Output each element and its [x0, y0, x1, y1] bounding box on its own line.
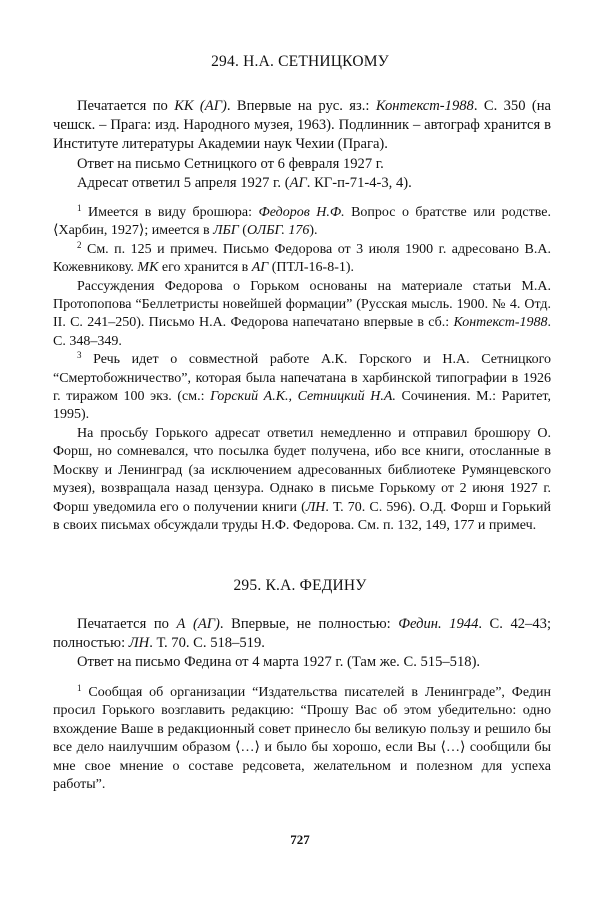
text-run: . КГ-п-71-4-3, 4).	[306, 174, 412, 191]
text-run: его хранится в	[158, 260, 252, 276]
text-run: Печатается по	[77, 98, 175, 114]
intro-paragraph	[53, 653, 551, 672]
italic-run: ЛБГ	[213, 223, 239, 239]
page-number: 727	[290, 832, 310, 847]
text-run: ).	[309, 223, 318, 239]
italic-run: КК (АГ)	[174, 98, 227, 114]
text-run: Ответ на письмо Сетницкого от 6 февраля 1927 г.	[77, 155, 384, 172]
section-295-notes	[53, 684, 551, 794]
italic-run: Федоров Н.Ф.	[258, 205, 345, 220]
text-run: (	[238, 223, 247, 239]
footnote-marker: 1	[77, 203, 82, 213]
footnote-marker: 3	[77, 350, 82, 361]
text-run: . Впервые на рус. яз.:	[226, 98, 376, 114]
note-paragraph	[53, 278, 551, 352]
footnote-marker: 2	[77, 239, 82, 250]
italic-run: Контекст-1988	[375, 98, 474, 114]
italic-run: Федин. 1944	[398, 616, 479, 632]
italic-run: Контекст-1988	[453, 315, 548, 331]
text-run: Сочинения. М.: Раритет, 1995).	[53, 389, 551, 423]
text-run: . Т. 70. С. 518–519.	[149, 635, 265, 652]
section-295-intro	[53, 615, 551, 673]
text-run: Речь идет о совместной работе А.К. Горского и Н.А. Сетницкого “Смертобожничество”, которая была напечатана в харбинской типографии в 1926 г. тиражом 100 экз. (см.:	[53, 352, 551, 405]
italic-run: ЛН	[128, 635, 150, 652]
note-paragraph	[53, 351, 551, 425]
text-run: . С. 42–43; полностью:	[53, 616, 551, 652]
text-run: Ответ на письмо Федина от 4 марта 1927 г. (Там же. С. 515–518).	[77, 654, 481, 671]
text-run: Печатается по	[77, 616, 177, 632]
italic-run: ЛН	[305, 499, 326, 515]
text-run: Адресат ответил 5 апреля 1927 г. (	[77, 174, 290, 191]
section-294-intro	[53, 97, 551, 193]
italic-run: АГ	[251, 260, 269, 276]
note-paragraph	[53, 241, 551, 278]
italic-run: А (АГ)	[176, 616, 220, 632]
section-294-notes	[53, 204, 551, 535]
footnote-marker: 1	[77, 683, 82, 693]
italic-run: ОЛБГ. 176	[246, 223, 310, 239]
note-paragraph	[53, 204, 551, 241]
section-heading-294: 294. Н.А. СЕТНИЦКОМУ	[211, 53, 389, 70]
text-run: . Т. 70. С. 596). О.Д. Форш и Горький в своих письмах обсуждали труды Н.Ф. Федорова. См. п. 132, 149, 177 и примеч.	[53, 499, 551, 533]
intro-paragraph	[53, 174, 551, 193]
text-run: На просьбу Горького адресат ответил немедленно и отправил брошюру О. Форш, но сомневался, что посылка будет получена, ибо все книги, отосланные в Москву и Ленинград (за исключением адресованных библиотеке Румянцевского музея), возвращала назад цензура. Однако в письме Горькому от 2 июня 1927 г. Форш уведомила его о получении книги (	[53, 425, 551, 515]
italic-run: АГ	[289, 174, 307, 191]
text-run: (ПТЛ-16-8-1).	[268, 260, 355, 276]
note-paragraph	[53, 684, 551, 794]
intro-paragraph	[53, 155, 551, 174]
text-run: Рассуждения Федорова о Горьком основаны на материале статьи М.А. Протопопова “Беллетристы новейшей формации” (Русская мысль. 1900. № 4. Отд. II. С. 241–250). Письмо Н.А. Федорова напечатано впервые в сб.:	[53, 278, 551, 331]
text-run: Вопрос о братстве или родстве. ⟨Харбин, 1927⟩; имеется в	[53, 205, 551, 239]
intro-paragraph	[53, 97, 551, 155]
text-run: . С. 348–349.	[53, 315, 551, 349]
text-run: Имеется в виду брошюра:	[81, 205, 259, 220]
text-run: См. п. 125 и примеч. Письмо Федорова от 3 июля 1900 г. адресовано В.А. Кожевникову.	[53, 241, 551, 276]
text-run: Сообщая об организации “Издательства писателей в Ленинграде”, Федин просил Горького возглавить редакцию: “Прошу Вас об этом убедительно: одно вхождение Ваше в редакционный совет принесло бы великую пользу и решило бы все дело наилучшим образом ⟨…⟩ и было бы хорошо, если Вы ⟨…⟩ сообщили бы мне свое мнение о составе редсовета, желательном и полезном для успеха работы”.	[53, 685, 551, 793]
italic-run: Горский А.К., Сетницкий Н.А.	[210, 389, 396, 405]
text-run: . Впервые, не полностью:	[219, 616, 399, 632]
intro-paragraph	[53, 615, 551, 653]
italic-run: МК	[137, 260, 159, 276]
note-paragraph	[53, 425, 551, 535]
text-run: . С. 350 (на чешск. – Прага: изд. Народного музея, 1963). Подлинник – автограф хранится в Институте литературы Академии наук Чехии (Прага).	[53, 98, 551, 153]
section-heading-295: 295. К.А. ФЕДИНУ	[233, 577, 367, 594]
